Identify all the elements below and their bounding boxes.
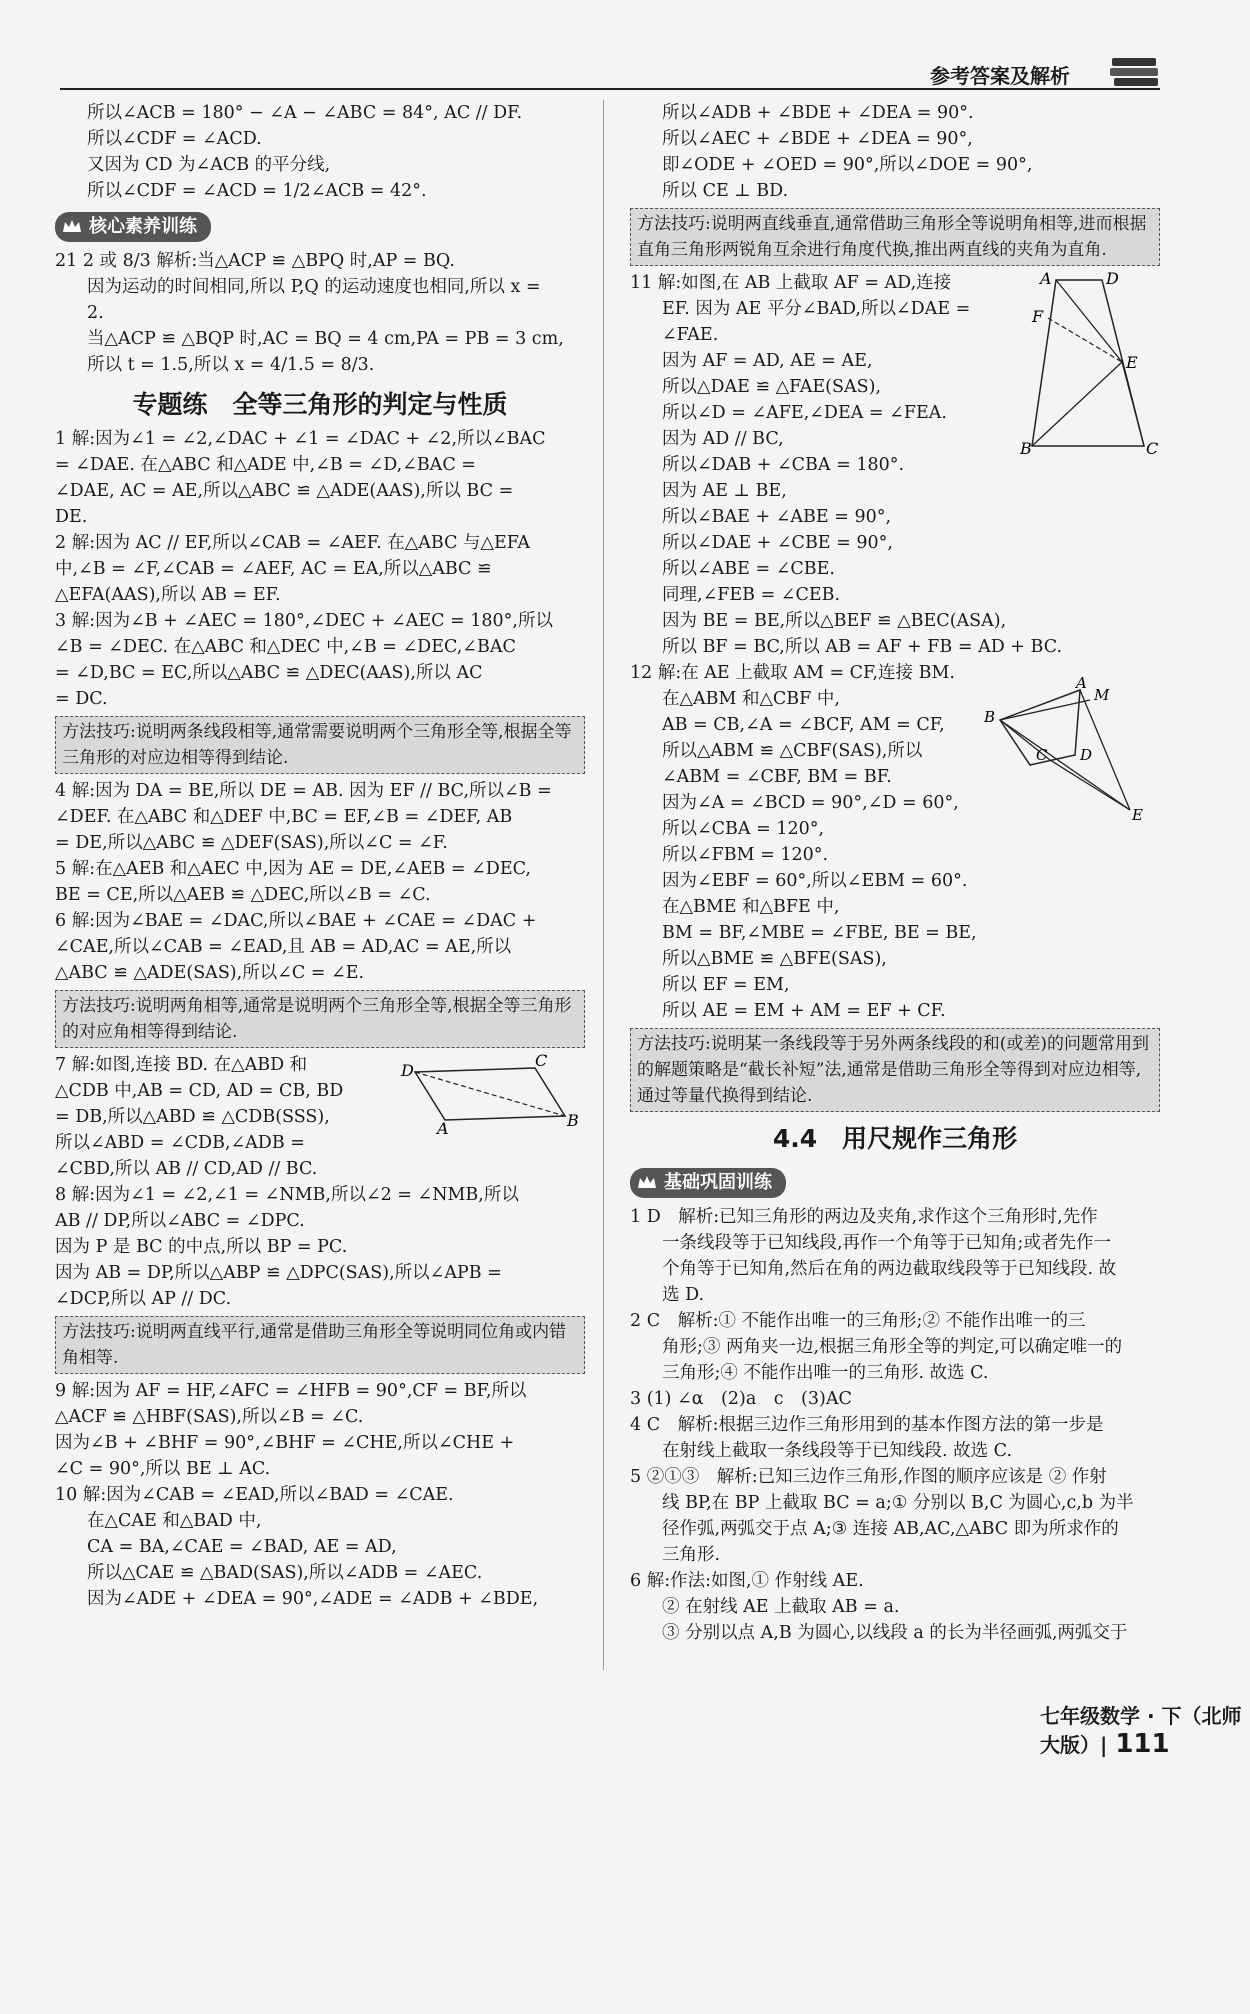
answer-5 — [630, 1464, 1160, 1568]
text-line: ∠C = 90°,所以 BE ⊥ AC. — [55, 1459, 271, 1479]
text-line: 因为 BE = BE,所以△BEF ≌ △BEC(ASA), — [662, 611, 1007, 631]
text-line: 3 解:因为∠B + ∠AEC = 180°,∠DEC + ∠AEC = 180°,所以 — [55, 611, 553, 631]
text-line: 7 解:如图,连接 BD. 在△ABD 和 — [55, 1055, 308, 1075]
crown-icon — [636, 1172, 658, 1194]
method-tip: 方法技巧:说明两条线段相等,通常需要说明两个三角形全等,根据全等三角形的对应边相等得到结论. — [55, 716, 585, 774]
text-line: 所以∠DAE + ∠CBE = 90°, — [662, 533, 893, 553]
question-8 — [55, 1182, 585, 1312]
text-line: 所以∠BAE + ∠ABE = 90°, — [662, 507, 892, 527]
figure-label: D — [401, 1061, 414, 1080]
text-line: ∠DEF. 在△ABC 和△DEF 中,BC = EF,∠B = ∠DEF, AB — [55, 807, 513, 827]
text-line: 线 BP,在 BP 上截取 BC = a;① 分别以 B,C 为圆心,c,b 为半 — [662, 1493, 1134, 1513]
text-line: 所以△CAE ≌ △BAD(SAS),所以∠ADB = ∠AEC. — [87, 1563, 483, 1583]
text-line: 角形;③ 两角夹一边,根据三角形全等的判定,可以确定唯一的 — [662, 1337, 1123, 1357]
text-line: 9 解:因为 AF = HF,∠AFC = ∠HFB = 90°,CF = BF,所以 — [55, 1381, 527, 1401]
text-line: ∠CBD,所以 AB // CD,AD // BC. — [55, 1159, 318, 1179]
text-line: 所以△ABM ≌ △CBF(SAS),所以 — [662, 741, 923, 761]
text-line: 中,∠B = ∠F,∠CAB = ∠AEF, AC = EA,所以△ABC ≌ — [55, 559, 492, 579]
badge-label: 核心素养训练 — [89, 216, 197, 237]
figure-q11-trapezoid — [1020, 270, 1160, 460]
text-line: = DC. — [55, 689, 108, 709]
text-line: ∠FAE. — [662, 325, 719, 345]
text-line: 5 解:在△AEB 和△AEC 中,因为 AE = DE,∠AEB = ∠DEC, — [55, 859, 531, 879]
figure-label: D — [1080, 746, 1093, 764]
question-9 — [55, 1378, 585, 1482]
text-line: 2 C 解析:① 不能作出唯一的三角形;② 不能作出唯一的三 — [630, 1311, 1086, 1331]
text-line: 6 解:作法:如图,① 作射线 AE. — [630, 1571, 864, 1591]
question-3 — [55, 608, 585, 712]
text-line: ③ 分别以点 A,B 为圆心,以线段 a 的长为半径画弧,两弧交于 — [662, 1623, 1128, 1643]
text-line: 所以 CE ⊥ BD. — [662, 181, 789, 201]
text-line: 因为 P 是 BC 的中点,所以 BP = PC. — [55, 1237, 348, 1257]
text-line: 在△CAE 和△BAD 中, — [87, 1511, 262, 1531]
figure-label: B — [984, 708, 996, 726]
text-line: = ∠DAE. 在△ABC 和△ADE 中,∠B = ∠D,∠BAC = — [55, 455, 476, 475]
text-line: 所以∠D = ∠AFE,∠DEA = ∠FEA. — [662, 403, 947, 423]
section-badge-basic — [630, 1168, 786, 1198]
text-line: 4 C 解析:根据三边作三角形用到的基本作图方法的第一步是 — [630, 1415, 1104, 1435]
text-line: ∠B = ∠DEC. 在△ABC 和△DEC 中,∠B = ∠DEC,∠BAC — [55, 637, 516, 657]
text-line: 即∠ODE + ∠OED = 90°,所以∠DOE = 90°, — [662, 155, 1033, 175]
answer-6 — [630, 1568, 1160, 1646]
text-line: 因为∠EBF = 60°,所以∠EBM = 60°. — [662, 871, 968, 891]
text-line: 所以△DAE ≌ △FAE(SAS), — [662, 377, 882, 397]
text-line: 所以∠CBA = 120°, — [662, 819, 825, 839]
book-stack-icon — [1108, 54, 1162, 92]
left-column — [55, 100, 585, 1612]
text-line: ∠CAE,所以∠CAB = ∠EAD,且 AB = AD,AC = AE,所以 — [55, 937, 512, 957]
text-line: DE. — [55, 507, 88, 527]
text-line: 11 解:如图,在 AB 上截取 AF = AD,连接 — [630, 273, 952, 293]
text-line: 21 2 或 8/3 解析:当△ACP ≌ △BPQ 时,AP = BQ. — [55, 251, 455, 271]
text-line: 所以△BME ≌ △BFE(SAS), — [662, 949, 887, 969]
figure-label: A — [1076, 674, 1087, 692]
text-line: BM = BF,∠MBE = ∠FBE, BE = BE, — [662, 923, 977, 943]
text-line: 径作弧,两弧交于点 A;③ 连接 AB,AC,△ABC 即为所求作的 — [662, 1519, 1119, 1539]
method-tip: 方法技巧:说明两直线平行,通常是借助三角形全等说明同位角或内错角相等. — [55, 1316, 585, 1374]
text-line: 1 解:因为∠1 = ∠2,∠DAC + ∠1 = ∠DAC + ∠2,所以∠BAC — [55, 429, 546, 449]
topic-title: 专题练 全等三角形的判定与性质 — [132, 390, 508, 419]
text-line: 因为运动的时间相同,所以 P,Q 的运动速度也相同,所以 x = — [87, 277, 541, 297]
header-rule — [60, 88, 1160, 90]
text-line: EF. 因为 AE 平分∠BAD,所以∠DAE = — [662, 299, 971, 319]
text-line: 在△ABM 和△CBF 中, — [662, 689, 840, 709]
text-line: ∠DCP,所以 AP // DC. — [55, 1289, 232, 1309]
text-line: 因为 AF = AD, AE = AE, — [662, 351, 873, 371]
column-divider — [603, 100, 604, 1670]
text-line: 所以∠CDF = ∠ACD. — [87, 129, 262, 149]
method-tip: 方法技巧:说明两直线垂直,通常借助三角形全等说明角相等,进而根据直角三角形两锐角互余进行角度代换,推出两直线的夹角为直角. — [630, 208, 1160, 266]
text-line: 又因为 CD 为∠ACB 的平分线, — [87, 155, 331, 175]
figure-q12-quadrilateral — [980, 674, 1150, 830]
header-title: 参考答案及解析 — [930, 64, 1070, 88]
text-line: 一条线段等于已知线段,再作一个角等于已知角;或者先作一 — [662, 1233, 1111, 1253]
answer-1 — [630, 1204, 1160, 1308]
figure-label: A — [1040, 269, 1052, 288]
text-line: 所以 BF = BC,所以 AB = AF + FB = AD + BC. — [662, 637, 1063, 657]
text-line: 因为 AE ⊥ BE, — [662, 481, 787, 501]
figure-label: C — [1146, 439, 1159, 458]
text-line: 因为∠A = ∠BCD = 90°,∠D = 60°, — [662, 793, 959, 813]
right-column — [630, 100, 1160, 1646]
text-line: 3 (1) ∠α (2)a c (3)AC — [630, 1389, 852, 1409]
text-line: 所以∠ABE = ∠CBE. — [662, 559, 835, 579]
text-line: ∠DAE, AC = AE,所以△ABC ≌ △ADE(AAS),所以 BC = — [55, 481, 514, 501]
text-line: 所以∠CDF = ∠ACD = 1/2∠ACB = 42°. — [87, 181, 427, 201]
text-line: = DB,所以△ABD ≌ △CDB(SSS), — [55, 1107, 330, 1127]
figure-label: C — [1036, 746, 1048, 764]
text-line: 5 ②①③ 解析:已知三边作三角形,作图的顺序应该是 ② 作射 — [630, 1467, 1107, 1487]
text-line: 2 解:因为 AC // EF,所以∠CAB = ∠AEF. 在△ABC 与△EFA — [55, 533, 531, 553]
text-line: 在△BME 和△BFE 中, — [662, 897, 840, 917]
text-line: 三角形. — [662, 1545, 721, 1565]
text-line: 6 解:因为∠BAE = ∠DAC,所以∠BAE + ∠CAE = ∠DAC + — [55, 911, 537, 931]
answer-2 — [630, 1308, 1160, 1386]
text-line: 1 D 解析:已知三角形的两边及夹角,求作这个三角形时,先作 — [630, 1207, 1098, 1227]
text-line: 所以∠ADB + ∠BDE + ∠DEA = 90°. — [662, 103, 974, 123]
text-line: 因为 AD // BC, — [662, 429, 784, 449]
question-11 — [630, 270, 1160, 660]
text-line: 同理,∠FEB = ∠CEB. — [662, 585, 841, 605]
figure-label: A — [437, 1119, 449, 1138]
question-21 — [55, 248, 585, 378]
text-line: 当△ACP ≌ △BQP 时,AC = BQ = 4 cm,PA = PB = 3 cm, — [87, 329, 564, 349]
text-line: 因为 AB = DP,所以△ABP ≌ △DPC(SAS),所以∠APB = — [55, 1263, 502, 1283]
text-line: 个角等于已知角,然后在角的两边截取线段等于已知线段. 故 — [662, 1259, 1117, 1279]
text-line: △ACF ≌ △HBF(SAS),所以∠B = ∠C. — [55, 1407, 364, 1427]
text-line: 三角形;④ 不能作出唯一的三角形. 故选 C. — [662, 1363, 989, 1383]
text-line: ∠ABM = ∠CBF, BM = BF. — [662, 767, 892, 787]
question-1 — [55, 426, 585, 530]
question-7 — [55, 1052, 585, 1182]
text-line: CA = BA,∠CAE = ∠BAD, AE = AD, — [87, 1537, 397, 1557]
badge-label: 基础巩固训练 — [664, 1172, 772, 1193]
figure-label: D — [1106, 269, 1119, 288]
text-line: 选 D. — [662, 1285, 705, 1305]
text-line: AB = CB,∠A = ∠BCF, AM = CF, — [662, 715, 945, 735]
text-line: 8 解:因为∠1 = ∠2,∠1 = ∠NMB,所以∠2 = ∠NMB,所以 — [55, 1185, 519, 1205]
page-number: 111 — [1115, 1729, 1170, 1759]
text-line: 所以∠DAB + ∠CBA = 180°. — [662, 455, 905, 475]
text-line: 10 解:因为∠CAB = ∠EAD,所以∠BAD = ∠CAE. — [55, 1485, 454, 1505]
question-4 — [55, 778, 585, 856]
text-line: 因为∠ADE + ∠DEA = 90°,∠ADE = ∠ADB + ∠BDE, — [87, 1589, 539, 1609]
figure-label: E — [1126, 353, 1138, 372]
text-line: 2. — [87, 303, 104, 323]
section-title: 4.4 用尺规作三角形 — [772, 1124, 1018, 1153]
text-line: = DE,所以△ABC ≌ △DEF(SAS),所以∠C = ∠F. — [55, 833, 448, 853]
text-line: 所以 AE = EM + AM = EF + CF. — [662, 1001, 946, 1021]
text-line: 所以 t = 1.5,所以 x = 4/1.5 = 8/3. — [87, 355, 375, 375]
book-title: 七年级数学 · 下（北师大版） — [1040, 1704, 1242, 1757]
text-line: 因为∠B + ∠BHF = 90°,∠BHF = ∠CHE,所以∠CHE + — [55, 1433, 515, 1453]
figure-label: M — [1094, 686, 1110, 704]
text-line: AB // DP,所以∠ABC = ∠DPC. — [55, 1211, 305, 1231]
figure-label: B — [1020, 439, 1032, 458]
question-5 — [55, 856, 585, 908]
question-10-continued — [630, 100, 1160, 204]
text-line: 所以∠ABD = ∠CDB,∠ADB = — [55, 1133, 305, 1153]
figure-label: E — [1132, 806, 1143, 824]
answer-3 — [630, 1386, 1160, 1412]
text-line: = ∠D,BC = EC,所以△ABC ≌ △DEC(AAS),所以 AC — [55, 663, 483, 683]
answer-4 — [630, 1412, 1160, 1464]
question-12 — [630, 660, 1160, 1024]
text-line: ② 在射线 AE 上截取 AB = a. — [662, 1597, 900, 1617]
figure-label: F — [1032, 307, 1044, 326]
text-line: 4 解:因为 DA = BE,所以 DE = AB. 因为 EF // BC,所以∠B = — [55, 781, 552, 801]
figure-label: B — [567, 1111, 579, 1130]
method-tip: 方法技巧:说明某一条线段等于另外两条线段的和(或差)的问题常用到的解题策略是“截长补短”法,通常是借助三角形全等得到对应边相等,通过等量代换得到结论. — [630, 1028, 1160, 1112]
text-line: 12 解:在 AE 上截取 AM = CF,连接 BM. — [630, 663, 955, 683]
intro-block — [55, 100, 585, 204]
question-2 — [55, 530, 585, 608]
text-line: 在射线上截取一条线段等于已知线段. 故选 C. — [662, 1441, 1013, 1461]
text-line: 所以∠AEC + ∠BDE + ∠DEA = 90°, — [662, 129, 973, 149]
text-line: 所以∠ACB = 180° − ∠A − ∠ABC = 84°, AC // DF. — [87, 103, 523, 123]
section-badge-core — [55, 212, 211, 242]
text-line: 所以 EF = EM, — [662, 975, 790, 995]
text-line: △EFA(AAS),所以 AB = EF. — [55, 585, 281, 605]
figure-q7-parallelogram — [395, 1051, 579, 1138]
figure-label: C — [535, 1051, 548, 1070]
text-line: △CDB 中,AB = CD, AD = CB, BD — [55, 1081, 344, 1101]
question-10 — [55, 1482, 585, 1612]
text-line: 所以∠FBM = 120°. — [662, 845, 829, 865]
text-line: BE = CE,所以△AEB ≌ △DEC,所以∠B = ∠C. — [55, 885, 431, 905]
question-6 — [55, 908, 585, 986]
page-footer: 七年级数学 · 下（北师大版）| 111 — [1040, 1704, 1242, 1759]
text-line: △ABC ≌ △ADE(SAS),所以∠C = ∠E. — [55, 963, 365, 983]
method-tip: 方法技巧:说明两角相等,通常是说明两个三角形全等,根据全等三角形的对应角相等得到结论. — [55, 990, 585, 1048]
crown-icon — [61, 216, 83, 238]
